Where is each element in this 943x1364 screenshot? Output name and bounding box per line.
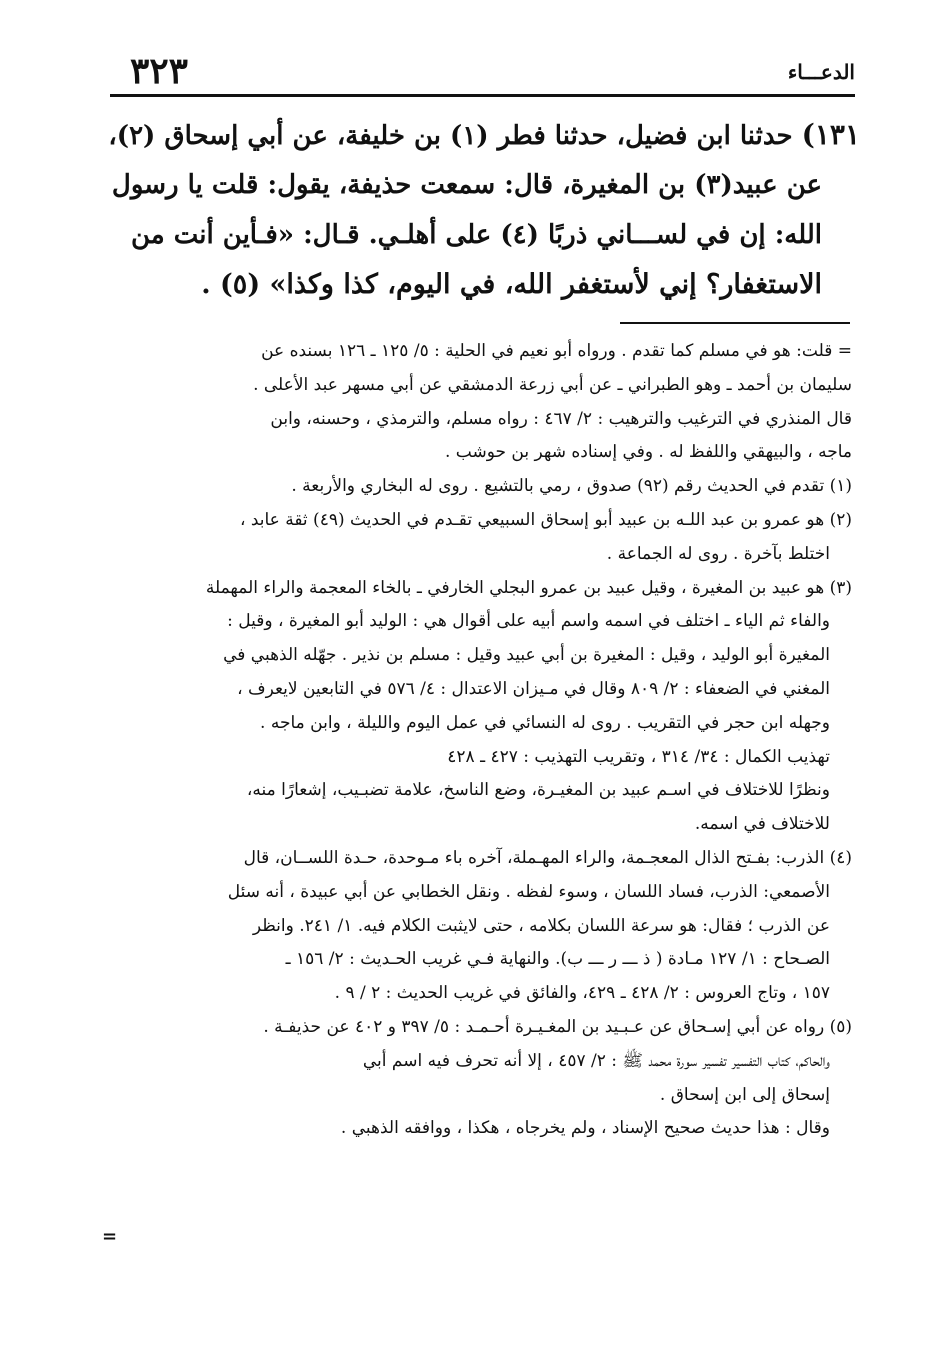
hadith-line-3: الله: إن في لســـاني ذربًا (٤) على أهلـي. قـال: «فـأين أنت من	[130, 220, 822, 250]
hadith-line-text: حدثنا ابن فضيل، حدثنا فطر (١) بن خليفة، عن أبي إسحاق (٢)،	[108, 121, 793, 151]
footnote-line: للاختلاف في اسمه.	[694, 814, 830, 835]
footnote-line: الصـحاح : ١/ ١٢٧ مـادة ( ذ ـــ ر ـــ ب). والنهاية فـي غريب الحـديث : ٢/ ١٥٦ ـ	[285, 949, 830, 970]
hadith-line-2: عن عبيد(٣) بن المغيرة، قال: سمعت حذيفة، يقول: قلت يا رسول	[111, 170, 822, 200]
hadith-text	[98, 110, 860, 310]
footnote-line: ونظرًا للاختلاف في اسـم عبيد بن المغيـرة، وضع الناسخ، علامة تضبـيب، إشعارًا منه،	[246, 780, 830, 801]
footnote-line: إسحاق إلى ابن إسحاق .	[659, 1084, 830, 1105]
page-number: ٣٢٣	[130, 50, 189, 92]
footnote-5: (٥) رواه عن أبي إسـحاق عن عـبـيد بن المغـيـرة أحـمـد : ٥/ ٣٩٧ و ٤٠٢ عن حذيفـة .	[263, 1016, 852, 1037]
footnote-line: ماجه ، والبيهقي واللفظ له . وفي إسناده شهر بن حوشب .	[444, 442, 852, 463]
hadith-number: ١٣١)	[801, 118, 860, 151]
footnotes	[100, 335, 852, 1146]
footnote-line: ١٥٧ ، وتاج العروس : ٢/ ٤٢٨ ـ ٤٢٩، والفائق في غريب الحديث : ٢ / ٩ .	[334, 983, 830, 1004]
continuation-mark: =	[102, 1226, 118, 1247]
footnote-line: وجهله ابن حجر في التقريب . روى له النسائي في عمل اليوم والليلة ، وابن ماجه .	[260, 712, 830, 733]
hadith-line-1	[98, 110, 860, 160]
footnote-line: وقال : هذا حديث صحيح الإسناد ، ولم يخرجاه ، هكذا ، ووافقه الذهبي .	[340, 1118, 830, 1139]
footnote-3: (٣) هو عبيد بن المغيرة ، وقيل عبيد بن عمرو البجلي الخارفي ـ بالخاء المعجمة والراء المهملة	[205, 577, 852, 598]
footnote-4: (٤) الذرب: بفـتح الذال المعجـمة، والراء المهـملة، آخره باء مـوحدة، حـدة اللســان، قال	[243, 847, 852, 868]
footnote-line: اختلط بآخرة . روى له الجماعة .	[606, 543, 830, 564]
footnote-line: عن الذرب ؛ فقال: هو سرعة اللسان بكلامه ، حتى لايثبت الكلام فيه. ١/ ٢٤١. وانظر	[252, 915, 830, 936]
footnote-line: سليمان بن أحمد ـ وهو الطبراني ـ عن أبي زرعة الدمشقي عن أبي مسهر عبد الأعلى .	[253, 374, 852, 395]
footnote-line: والفاء ثم الياء ـ اختلف في اسمه واسم أبيه على أقوال هي : الوليد أبو المغيرة ، وقيل :	[227, 611, 830, 632]
page-header	[110, 50, 855, 94]
footnote-line: والحاكم، كتاب التفسير تفسير سورة محمد ﷺ : ٢/ ٤٥٧ ، إلا أنه تحرف فيه اسم أبي	[362, 1050, 830, 1071]
footnote-line: الأصمعي: الذرب، فساد اللسان ، وسوء لفظه . ونقل الخطابي عن أبي عبيدة ، أنه سئل	[227, 881, 830, 902]
running-head: الدعـــاء	[787, 60, 855, 84]
footnote-2: (٢) هو عمرو بن عبد اللـه بن عبيد أبو إسحاق السبيعي تقـدم في الحديث (٤٩) ثقة عابد ،	[239, 509, 852, 530]
footnote-line: المغيرة أبو الوليد ، وقيل : المغيرة بن أبي عبيد وقيل : مسلم بن نذير . جهّله الذهبي في	[223, 645, 830, 666]
footnote-line: = قلت: هو في مسلم كما تقدم . ورواه أبو نعيم في الحلية : ٥/ ١٢٥ ـ ١٢٦ بسنده عن	[261, 341, 852, 361]
footnote-separator	[620, 322, 850, 324]
footnote-line: المغني في الضعفاء : ٢/ ٨٠٩ وقال في مـيزان الاعتدال : ٤/ ٥٧٦ في التابعين لايعرف ،	[237, 678, 830, 699]
footnote-line: تهذيب الكمال : ٣٤/ ٣١٤ ، وتقريب التهذيب : ٤٢٧ ـ ٤٢٨	[447, 746, 830, 767]
hadith-line-4: الاستغفار؟ إني لأستغفر الله، في اليوم، كذا وكذا» (٥) .	[201, 269, 822, 300]
footnote-1: (١) تقدم في الحديث رقم (٩٢) صدوق ، رمي بالتشيع . روى له البخاري والأربعة .	[291, 476, 852, 497]
footnote-line: قال المنذري في الترغيب والترهيب : ٢/ ٤٦٧ : رواه مسلم، والترمذي ، وحسنه، وابن	[270, 408, 852, 429]
header-rule	[110, 94, 855, 97]
